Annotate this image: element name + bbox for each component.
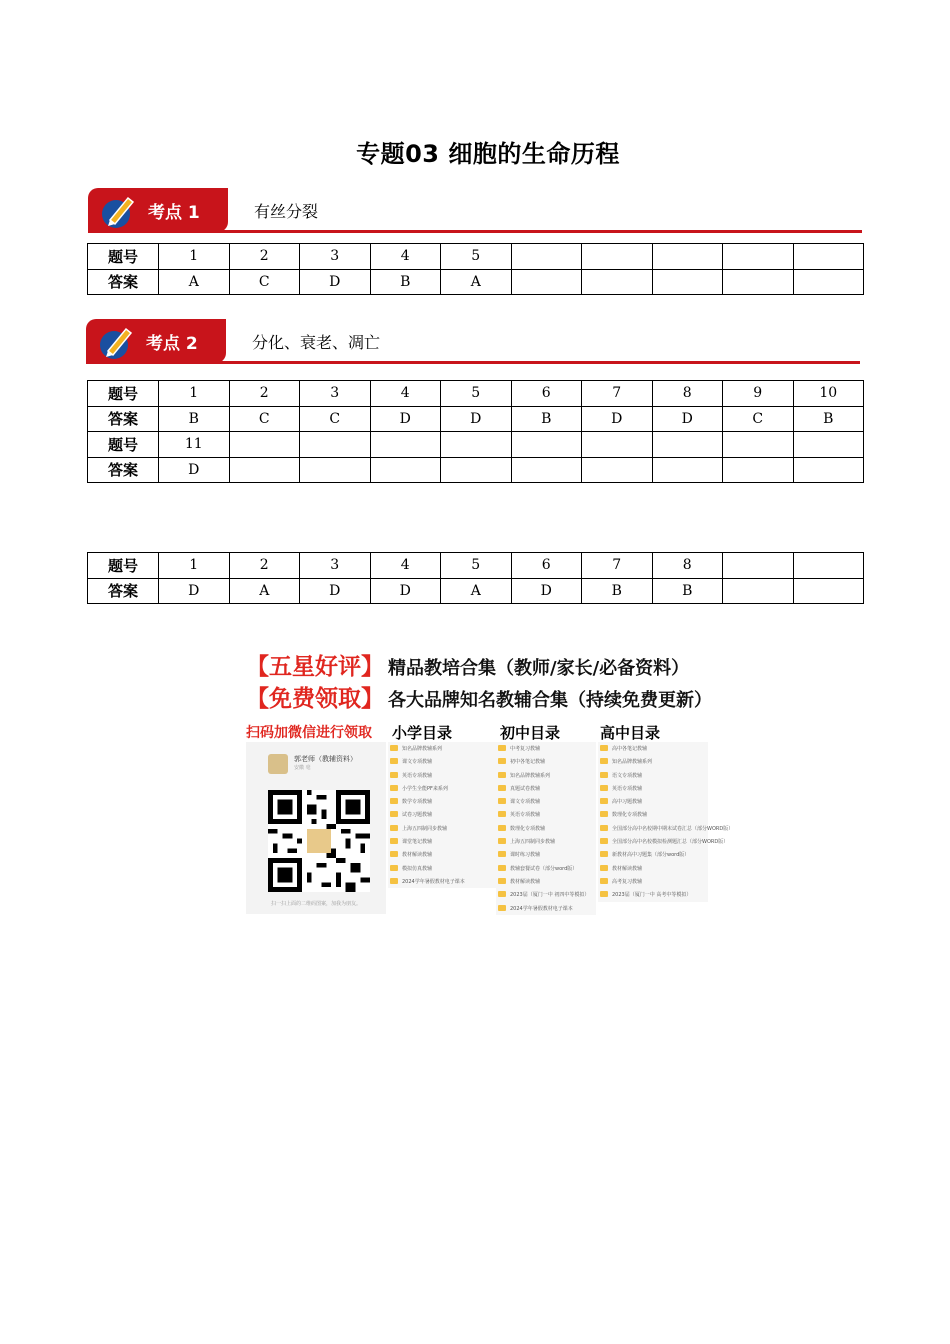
page-title: 专题03 细胞的生命历程 xyxy=(356,140,620,168)
folder-label: 真题试卷教辅 xyxy=(510,785,541,792)
folder-item[interactable] xyxy=(496,835,596,848)
folder-icon xyxy=(390,811,398,817)
table-cell: 3 xyxy=(300,381,371,407)
folder-icon xyxy=(390,772,398,778)
table-cell: 5 xyxy=(441,244,512,270)
table-cell: B xyxy=(652,578,723,604)
table-cell xyxy=(582,432,653,458)
folder-item[interactable] xyxy=(496,755,596,768)
table-cell: B xyxy=(511,406,582,432)
table-cell xyxy=(723,553,794,579)
folder-item[interactable] xyxy=(598,875,708,888)
table-cell: 11 xyxy=(159,432,230,458)
folder-item[interactable] xyxy=(496,848,596,861)
table-cell: 8 xyxy=(652,553,723,579)
folder-icon xyxy=(600,825,608,831)
table-cell xyxy=(511,269,582,295)
section-2-header xyxy=(86,319,860,367)
table-cell: B xyxy=(582,578,653,604)
wechat-contact-card xyxy=(246,742,386,914)
table-cell xyxy=(300,457,371,483)
table-cell: 4 xyxy=(370,244,441,270)
folder-item[interactable] xyxy=(496,782,596,795)
folder-icon xyxy=(600,851,608,857)
folder-label: 英语专项教辅 xyxy=(510,812,541,819)
folder-icon xyxy=(498,825,506,831)
folder-item[interactable] xyxy=(496,822,596,835)
folder-icon xyxy=(600,878,608,884)
folder-item[interactable] xyxy=(496,888,596,901)
table-cell: C xyxy=(229,406,300,432)
folder-item[interactable] xyxy=(388,808,498,821)
table-cell xyxy=(723,578,794,604)
folder-item[interactable] xyxy=(598,782,708,795)
table-row xyxy=(88,578,864,604)
folder-icon xyxy=(600,865,608,871)
promo-black-text: 精品教培合集（教师/家长/必备资料） xyxy=(388,658,690,679)
table-cell: A xyxy=(229,578,300,604)
table-cell: 2 xyxy=(229,244,300,270)
folder-icon xyxy=(390,878,398,884)
folder-label: 中考复习教辅 xyxy=(510,746,541,752)
folder-item[interactable] xyxy=(388,755,498,768)
table-cell xyxy=(793,432,864,458)
folder-label: 教辅套餐试卷（部分word版） xyxy=(510,865,578,872)
table-cell: 1 xyxy=(159,553,230,579)
promo-red-text: 【五星好评】 xyxy=(246,653,384,680)
folder-item[interactable] xyxy=(598,848,708,861)
folder-list-junior xyxy=(496,742,596,915)
table-cell: 5 xyxy=(441,381,512,407)
folder-label: 全国部分高中名校期中期末试卷汇总（部分WORD版） xyxy=(612,825,734,832)
folder-icon xyxy=(498,838,506,844)
table-cell: 6 xyxy=(511,381,582,407)
column-title-senior: 高中目录 xyxy=(600,724,661,742)
promo-black-text: 各大品牌知名教辅合集（持续免费更新） xyxy=(388,690,712,711)
table-cell xyxy=(652,269,723,295)
table-row xyxy=(88,432,864,458)
promo-line-1 xyxy=(246,648,689,681)
pencil-icon xyxy=(98,190,138,230)
table-cell: B xyxy=(159,406,230,432)
table-cell: 4 xyxy=(370,381,441,407)
table-cell: D xyxy=(370,406,441,432)
folder-item[interactable] xyxy=(388,875,498,888)
table-cell: 7 xyxy=(582,381,653,407)
table-cell: D xyxy=(159,578,230,604)
folder-label: 全国部分高中名校模拟检测题汇总（部分WORD版） xyxy=(612,839,729,846)
table-cell: D xyxy=(652,406,723,432)
section-badge xyxy=(88,188,228,232)
folder-item[interactable] xyxy=(388,782,498,795)
promo-red-text: 【免费领取】 xyxy=(246,685,384,712)
badge-label: 考点 2 xyxy=(146,334,198,354)
table-cell: D xyxy=(300,578,371,604)
folder-label: 新教材高中习题集（部分word版） xyxy=(612,852,690,859)
table-cell xyxy=(300,432,371,458)
folder-item[interactable] xyxy=(598,808,708,821)
folder-icon xyxy=(390,851,398,857)
section-badge xyxy=(86,319,226,363)
folder-icon xyxy=(600,785,608,791)
contact-location: 安徽 亳 xyxy=(294,765,311,771)
folder-label: 上海五四制同步教辅 xyxy=(402,825,448,832)
folder-label: 课时练习教辅 xyxy=(510,852,541,859)
folder-label: 知名品牌教辅系列 xyxy=(510,772,551,779)
folder-label: 高考复习教辅 xyxy=(612,878,643,885)
row-header: 答案 xyxy=(88,457,159,483)
section-divider xyxy=(86,361,860,364)
table-cell: 1 xyxy=(159,381,230,407)
table-cell: 4 xyxy=(370,553,441,579)
folder-item[interactable] xyxy=(496,862,596,875)
folder-icon xyxy=(600,838,608,844)
table-cell xyxy=(582,244,653,270)
folder-icon xyxy=(498,905,506,911)
folder-list-senior xyxy=(598,742,734,902)
table-cell: D xyxy=(300,269,371,295)
folder-item[interactable] xyxy=(388,822,498,835)
qr-hint: 扫一扫上面的二维码图案，加我为朋友。 xyxy=(270,901,361,907)
avatar xyxy=(268,754,288,774)
table-cell: D xyxy=(370,578,441,604)
folder-item[interactable] xyxy=(598,822,734,835)
pencil-icon xyxy=(96,321,136,361)
folder-label: 英语专项教辅 xyxy=(612,785,643,792)
folder-item[interactable] xyxy=(388,742,498,755)
folder-item[interactable] xyxy=(388,848,498,861)
row-header: 题号 xyxy=(88,553,159,579)
folder-label: 模拟仿真教辅 xyxy=(402,865,433,872)
folder-label: 语文专项教辅 xyxy=(612,772,643,779)
folder-item[interactable] xyxy=(388,835,498,848)
folder-item[interactable] xyxy=(496,769,596,782)
row-header: 题号 xyxy=(88,244,159,270)
folder-icon xyxy=(600,811,608,817)
table-cell xyxy=(511,244,582,270)
table-cell xyxy=(793,578,864,604)
table-cell: A xyxy=(441,578,512,604)
folder-icon xyxy=(600,772,608,778)
table-cell xyxy=(652,244,723,270)
table-cell xyxy=(793,553,864,579)
folder-icon xyxy=(390,865,398,871)
folder-label: 上海五四制同步教辅 xyxy=(510,839,556,846)
folder-label: 数理化专项教辅 xyxy=(612,812,648,819)
folder-icon xyxy=(390,785,398,791)
table-cell xyxy=(652,432,723,458)
folder-icon xyxy=(498,758,506,764)
folder-icon xyxy=(498,851,506,857)
folder-label: 数理化专项教辅 xyxy=(510,825,546,832)
table-cell xyxy=(441,457,512,483)
table-row xyxy=(88,406,864,432)
folder-label: 知名品牌教辅系列 xyxy=(612,759,653,766)
folder-icon xyxy=(390,745,398,751)
folder-icon xyxy=(600,891,608,897)
folder-label: 课文专项教辅 xyxy=(510,799,541,806)
scan-instruction: 扫码加微信进行领取 xyxy=(246,725,372,741)
table-cell: 7 xyxy=(582,553,653,579)
table-cell xyxy=(229,432,300,458)
table-cell: C xyxy=(229,269,300,295)
folder-item[interactable] xyxy=(388,769,498,782)
table-cell xyxy=(582,269,653,295)
folder-icon xyxy=(498,798,506,804)
promo-line-2 xyxy=(246,680,712,713)
table-cell: D xyxy=(511,578,582,604)
table-cell xyxy=(370,457,441,483)
table-cell: 3 xyxy=(300,244,371,270)
table-cell: D xyxy=(441,406,512,432)
folder-label: 2024学年暑假教材电子课本 xyxy=(510,905,573,912)
row-header: 题号 xyxy=(88,381,159,407)
section-topic: 有丝分裂 xyxy=(254,202,319,221)
folder-item[interactable] xyxy=(598,888,708,901)
table-cell: D xyxy=(582,406,653,432)
folder-label: 数学专项教辅 xyxy=(402,799,433,806)
table-cell xyxy=(229,457,300,483)
table-cell xyxy=(723,432,794,458)
table-cell xyxy=(511,432,582,458)
table-cell: 8 xyxy=(652,381,723,407)
answer-table-2 xyxy=(87,380,864,483)
folder-item[interactable] xyxy=(598,769,708,782)
badge-label: 考点 1 xyxy=(148,203,200,223)
row-header: 答案 xyxy=(88,578,159,604)
column-title-primary: 小学目录 xyxy=(392,724,453,742)
table-cell: 1 xyxy=(159,244,230,270)
table-cell: B xyxy=(793,406,864,432)
table-cell: A xyxy=(441,269,512,295)
folder-label: 小学生全能PF来系列 xyxy=(402,785,448,792)
folder-icon xyxy=(498,865,506,871)
table-cell xyxy=(370,432,441,458)
folder-label: 2023届（厦门一中 初四中等模拟） xyxy=(510,892,590,899)
folder-list-primary xyxy=(388,742,498,888)
table-cell: 10 xyxy=(793,381,864,407)
table-cell xyxy=(723,269,794,295)
folder-label: 试卷习题教辅 xyxy=(402,812,433,819)
folder-item[interactable] xyxy=(496,875,596,888)
section-1-header xyxy=(88,188,862,236)
folder-label: 2023届（厦门一中 高考中等模拟） xyxy=(612,892,692,899)
table-cell xyxy=(652,457,723,483)
table-row xyxy=(88,269,864,295)
table-cell xyxy=(793,269,864,295)
table-row xyxy=(88,553,864,579)
folder-icon xyxy=(390,798,398,804)
folder-item[interactable] xyxy=(496,808,596,821)
folder-label: 初中各笔记教辅 xyxy=(510,759,546,766)
folder-icon xyxy=(498,772,506,778)
promo-banner xyxy=(246,642,734,914)
folder-label: 英语专项教辅 xyxy=(402,772,433,779)
contact-name: 郭老师（教辅资料） xyxy=(294,755,357,763)
folder-icon xyxy=(498,745,506,751)
folder-icon xyxy=(498,878,506,884)
folder-label: 2024学年暑假教材电子课本 xyxy=(402,878,465,885)
table-cell: 3 xyxy=(300,553,371,579)
folder-item[interactable] xyxy=(598,742,708,755)
table-cell: D xyxy=(159,457,230,483)
answer-table-1 xyxy=(87,243,864,295)
folder-item[interactable] xyxy=(496,902,596,915)
folder-label: 知名品牌教辅系列 xyxy=(402,746,443,752)
folder-item[interactable] xyxy=(598,862,708,875)
table-cell: 2 xyxy=(229,381,300,407)
folder-item[interactable] xyxy=(388,862,498,875)
folder-item[interactable] xyxy=(598,835,729,848)
table-cell xyxy=(793,457,864,483)
folder-label: 课文专项教辅 xyxy=(402,759,433,766)
table-cell: 9 xyxy=(723,381,794,407)
section-divider xyxy=(88,230,862,233)
table-row xyxy=(88,244,864,270)
table-cell: B xyxy=(370,269,441,295)
folder-item[interactable] xyxy=(496,795,596,808)
table-cell xyxy=(793,244,864,270)
qr-code[interactable] xyxy=(266,790,372,892)
folder-icon xyxy=(600,798,608,804)
table-row xyxy=(88,457,864,483)
column-title-junior: 初中目录 xyxy=(500,724,561,742)
table-cell: A xyxy=(159,269,230,295)
folder-icon xyxy=(390,758,398,764)
folder-item[interactable] xyxy=(598,795,708,808)
folder-item[interactable] xyxy=(388,795,498,808)
table-cell xyxy=(723,457,794,483)
folder-label: 高中习题教辅 xyxy=(612,799,643,806)
table-cell xyxy=(582,457,653,483)
folder-label: 高中各笔记教辅 xyxy=(612,746,648,752)
table-cell xyxy=(511,457,582,483)
table-cell xyxy=(441,432,512,458)
table-cell: 2 xyxy=(229,553,300,579)
folder-icon xyxy=(390,838,398,844)
folder-icon xyxy=(390,825,398,831)
folder-label: 教材解读教辅 xyxy=(612,865,643,872)
table-row xyxy=(88,381,864,407)
table-cell: 5 xyxy=(441,553,512,579)
folder-label: 课堂笔记教辅 xyxy=(402,839,433,846)
table-cell: 6 xyxy=(511,553,582,579)
table-cell: C xyxy=(723,406,794,432)
row-header: 答案 xyxy=(88,406,159,432)
folder-item[interactable] xyxy=(496,742,596,755)
folder-icon xyxy=(600,745,608,751)
table-cell: C xyxy=(300,406,371,432)
folder-label: 教材解读教辅 xyxy=(402,852,433,859)
folder-icon xyxy=(498,811,506,817)
table-cell xyxy=(723,244,794,270)
folder-label: 教材解读教辅 xyxy=(510,878,541,885)
folder-icon xyxy=(498,785,506,791)
section-topic: 分化、衰老、凋亡 xyxy=(252,333,381,352)
folder-icon xyxy=(600,758,608,764)
folder-item[interactable] xyxy=(598,755,708,768)
folder-icon xyxy=(498,891,506,897)
row-header: 答案 xyxy=(88,269,159,295)
row-header: 题号 xyxy=(88,432,159,458)
answer-table-3 xyxy=(87,552,864,604)
